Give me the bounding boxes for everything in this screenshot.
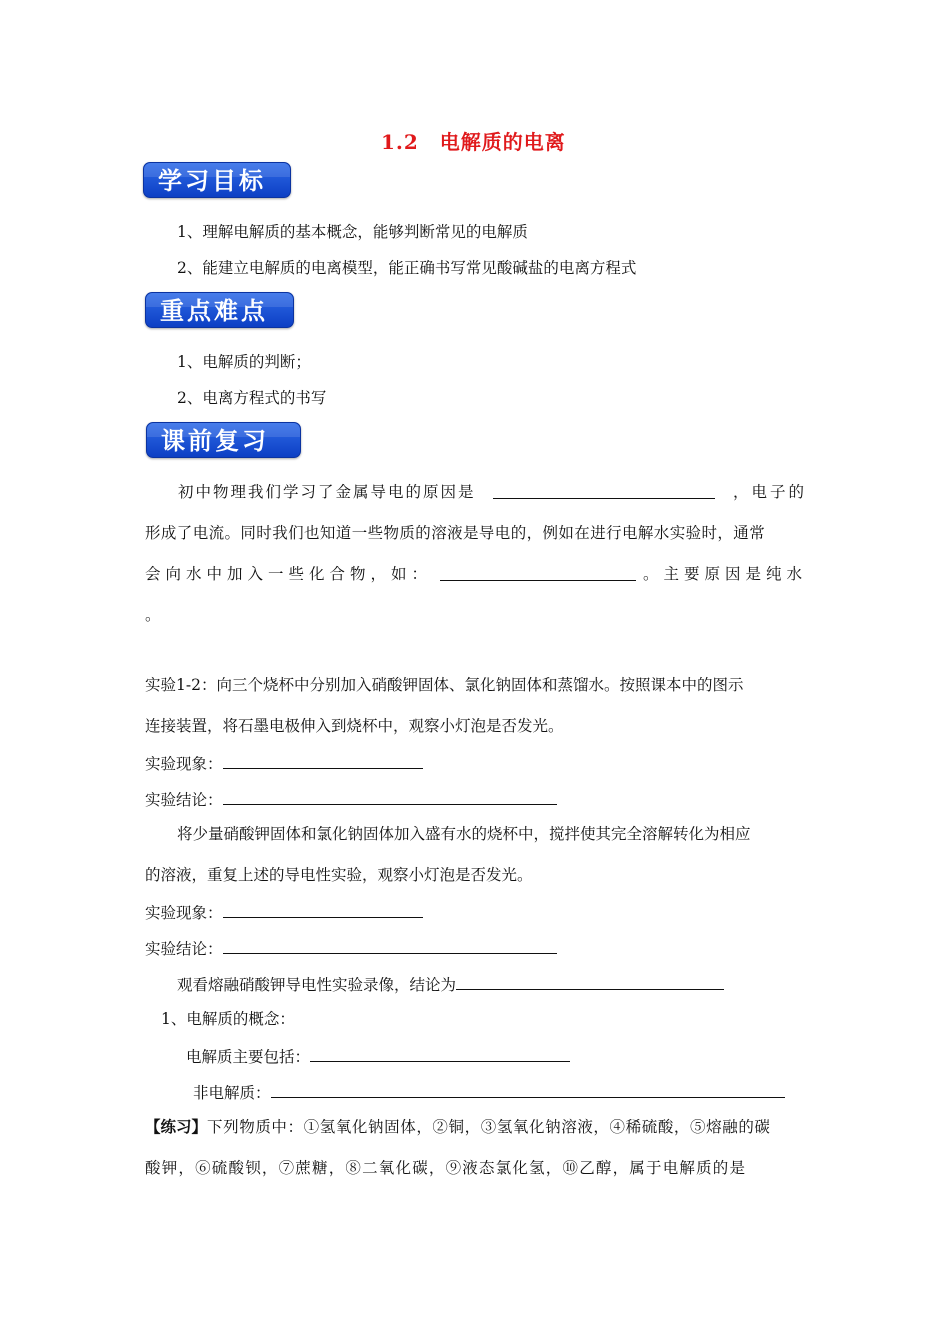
conclusion-label: 实验结论： [145,791,223,809]
section-badge-review [146,422,301,458]
experiment-line-1: 实验1-2：向三个烧杯中分别加入硝酸钾固体、氯化钠固体和蒸馏水。按照课本中的图示 [145,676,744,694]
molten-row [177,973,724,995]
section-badge-objectives [143,162,291,198]
experiment-para2-line-2: 的溶液，重复上述的导电性实验，观察小灯泡是否发光。 [145,866,533,884]
review-line-4: 。 [145,606,161,624]
review-text-b: ，电子的 [732,483,807,501]
phenomenon-label: 实验现象： [145,904,223,922]
answer-blank[interactable] [271,1081,785,1098]
experiment-para2-line-1: 将少量硝酸钾固体和氯化钠固体加入盛有水的烧杯中，搅拌使其完全溶解转化为相应 [177,825,751,843]
section-badge-label: 学习目标 [158,167,266,195]
phenomenon-label: 实验现象： [145,755,223,773]
section-badge-label: 重点难点 [160,297,268,325]
review-text-a: 会向水中加入一些化合物，如： [145,565,433,583]
practice-line-2: 酸钾，⑥硫酸钡，⑦蔗糖，⑧二氧化碳，⑨液态氯化氢，⑩乙醇，属于电解质的是 [145,1159,747,1177]
keypoint-item-1: 1、电解质的判断； [177,353,311,371]
answer-blank[interactable] [223,937,557,954]
answer-blank[interactable] [223,752,423,769]
experiment-line-2: 连接装置，将石墨电极伸入到烧杯中，观察小灯泡是否发光。 [145,717,564,735]
phenomenon-row-1 [145,752,423,774]
section-badge-keypoints [145,292,294,328]
concept-main-row [186,1045,570,1067]
objective-item-2: 2、能建立电解质的电离模型，能正确书写常见酸碱盐的电离方程式 [177,259,637,277]
conclusion-row-2 [145,937,557,959]
phenomenon-row-2 [145,901,423,923]
concept-heading: 1、电解质的概念： [161,1010,295,1028]
practice-tag: 【练习】 [145,1117,208,1136]
review-text-b: 。主要原因是纯水 [642,565,807,583]
answer-blank[interactable] [223,788,557,805]
practice-line-1 [145,1117,771,1137]
objective-item-1: 1、理解电解质的基本概念，能够判断常见的电解质 [177,223,528,241]
keypoint-item-2: 2、电离方程式的书写 [177,389,327,407]
review-line-2: 形成了电流。同时我们也知道一些物质的溶液是导电的，例如在进行电解水实验时，通常 [145,524,766,542]
practice-text: 下列物质中：①氢氧化钠固体，②铜，③氢氧化钠溶液，④稀硫酸，⑤熔融的碳 [207,1118,771,1136]
section-badge-label: 课前复习 [161,427,269,455]
conclusion-label: 实验结论： [145,940,223,958]
page-title: 1.2 电解质的电离 [381,130,566,154]
answer-blank[interactable] [440,564,636,581]
review-text-a: 初中物理我们学习了金属导电的原因是 [178,483,476,501]
answer-blank[interactable] [493,482,715,499]
concept-main-label: 电解质主要包括： [186,1048,311,1066]
answer-blank[interactable] [310,1045,570,1062]
answer-blank[interactable] [223,901,423,918]
review-line-1 [145,482,807,502]
answer-blank[interactable] [456,973,724,990]
molten-text: 观看熔融硝酸钾导电性实验录像，结论为 [177,976,457,994]
concept-non-row [193,1081,785,1103]
concept-non-label: 非电解质： [193,1084,271,1102]
conclusion-row-1 [145,788,557,810]
review-line-3 [145,564,807,584]
